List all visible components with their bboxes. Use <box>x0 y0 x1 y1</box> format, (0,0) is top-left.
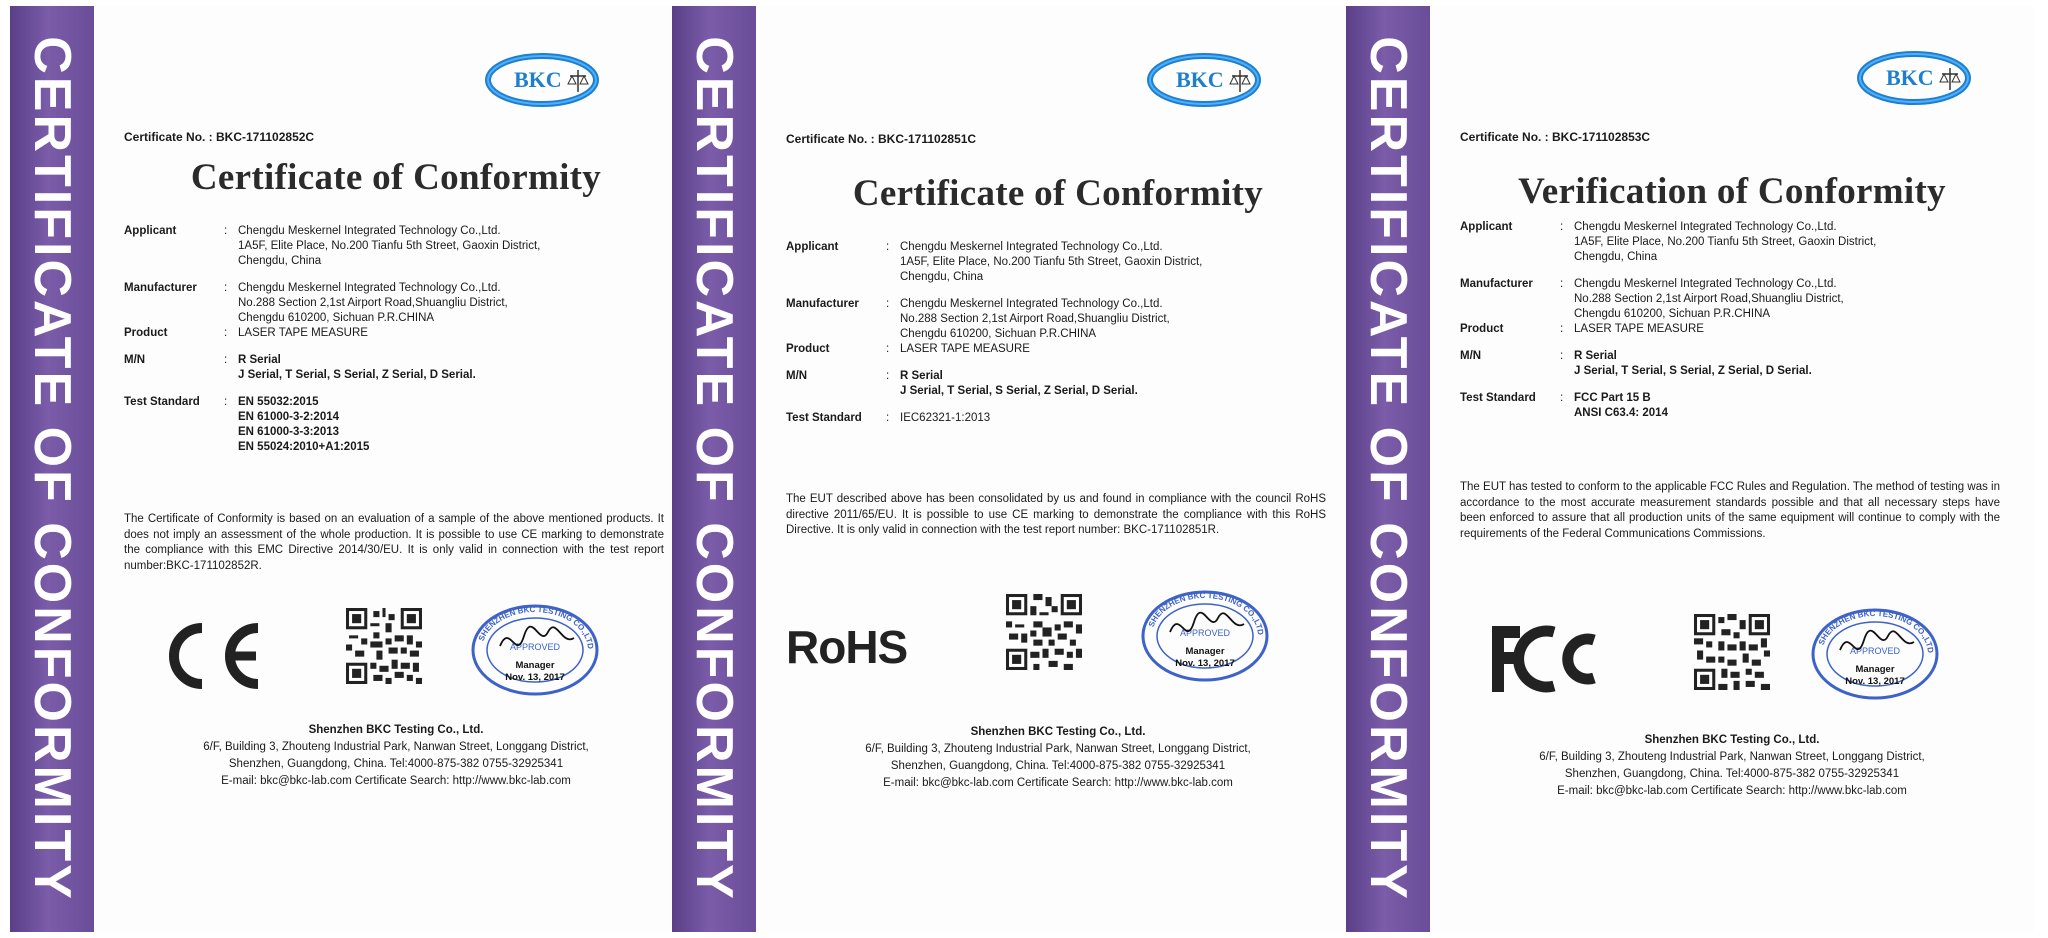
manufacturer-name: Chengdu Meskernel Integrated Technology Co.,Ltd. <box>1574 278 1837 290</box>
product-label: Product <box>1460 323 1504 335</box>
model-value-1: R Serial <box>900 370 943 382</box>
model-label: M/N <box>124 354 146 366</box>
standard-value-1: FCC Part 15 B <box>1574 392 1651 404</box>
issuer-address: 6/F, Building 3, Zhouteng Industrial Park, Nanwan Street, Longgang District, <box>203 741 589 753</box>
certificate-number: Certificate No. : BKC-171102852C <box>124 130 315 144</box>
standard-label: Test Standard <box>1460 392 1536 404</box>
applicant-label: Applicant <box>786 241 839 253</box>
standard-value-2: EN 61000-3-2:2014 <box>238 411 340 423</box>
issuer-phone: Shenzhen, Guangdong, China. Tel:4000-875-382 0755-32925341 <box>890 760 1226 772</box>
certificate-paper <box>1430 6 2034 932</box>
product-value: LASER TAPE MEASURE <box>900 343 1030 355</box>
svg-text:Nov. 13, 2017: Nov. 13, 2017 <box>1175 658 1235 669</box>
model-value-2: J Serial, T Serial, S Serial, Z Serial, D Serial. <box>900 385 1138 397</box>
qr-code-icon <box>1006 594 1082 670</box>
issuer-name: Shenzhen BKC Testing Co., Ltd. <box>1644 734 1820 746</box>
certificate-paper <box>94 6 698 932</box>
applicant-name: Chengdu Meskernel Integrated Technology Co.,Ltd. <box>900 241 1163 253</box>
issuer-phone: Shenzhen, Guangdong, China. Tel:4000-875-382 0755-32925341 <box>228 758 564 770</box>
issuer-address: 6/F, Building 3, Zhouteng Industrial Park, Nanwan Street, Longgang District, <box>1539 751 1925 763</box>
certificate-title: Certificate of Conformity <box>190 157 602 198</box>
standard-value-1: IEC62321-1:2013 <box>900 412 991 424</box>
applicant-label: Applicant <box>124 225 177 237</box>
applicant-row: Applicant : Chengdu Meskernel Integrated Technology Co.,Ltd. 1A5F, Elite Place, No.200 Tianfu 5th Street, Gaoxin District, Chengdu, China <box>1460 220 2020 265</box>
svg-text:Nov. 13, 2017: Nov. 13, 2017 <box>505 672 565 683</box>
manufacturer-address-2: Chengdu 610200, Sichuan P.R.CHINA <box>238 312 435 324</box>
svg-text:BKC: BKC <box>514 67 562 92</box>
model-label: M/N <box>786 370 808 382</box>
manufacturer-row: Manufacturer : Chengdu Meskernel Integrated Technology Co.,Ltd. No.288 Section 2,1st Airport Road,Shuangliu District, Chengdu 610200, Sichuan P.R.CHINA <box>786 297 1346 342</box>
issuer-contact: E-mail: bkc@bkc-lab.com Certificate Search: http://www.bkc-lab.com <box>883 777 1233 789</box>
standard-row: Test Standard : EN 55032:2015 EN 61000-3-2:2014 EN 61000-3-3:2013 EN 55024:2010+A1:2015 <box>124 395 684 455</box>
manufacturer-row: Manufacturer : Chengdu Meskernel Integrated Technology Co.,Ltd. No.288 Section 2,1st Airport Road,Shuangliu District, Chengdu 610200, Sichuan P.R.CHINA <box>124 281 684 326</box>
ce-mark-icon <box>152 616 272 696</box>
certificate-number: Certificate No. : BKC-171102851C <box>786 132 977 146</box>
manufacturer-address-2: Chengdu 610200, Sichuan P.R.CHINA <box>900 328 1097 340</box>
rohs-mark: RoHS <box>786 621 908 673</box>
certificate-rohs <box>672 6 1360 932</box>
svg-text:Manager: Manager <box>515 660 555 671</box>
applicant-label: Applicant <box>1460 221 1513 233</box>
bkc-logo <box>1146 48 1266 112</box>
manufacturer-row: Manufacturer : Chengdu Meskernel Integrated Technology Co.,Ltd. No.288 Section 2,1st Airport Road,Shuangliu District, Chengdu 610200, Sichuan P.R.CHINA <box>1460 277 2020 322</box>
approval-stamp <box>1810 606 1940 702</box>
side-band <box>672 6 756 932</box>
product-label: Product <box>786 343 830 355</box>
conformity-statement: The EUT has tested to conform to the applicable FCC Rules and Regulation. The method of testing was in accordance to the most accurate measurement standards possible and that all necessary steps have been enforced to assure that all production units of the same equipment will continue to comply with the requirements of the Federal Communications Commissions. <box>1460 481 2000 540</box>
certificate-fcc <box>1346 6 2034 932</box>
product-row: Product : LASER TAPE MEASURE <box>124 326 684 341</box>
conformity-statement: The Certificate of Conformity is based on an evaluation of a sample of the above mentioned products. It does not imply an assessment of the whole production. It is possible to use CE marking to demonstrate the compliance with this EMC Directive 2014/30/EU. It is only valid in connection with the test report number:BKC-171102852R. <box>124 513 664 572</box>
applicant-address-2: Chengdu, China <box>238 255 322 267</box>
issuer-name: Shenzhen BKC Testing Co., Ltd. <box>970 726 1146 738</box>
svg-text:SHENZHEN BKC TESTING CO.,LTD.: SHENZHEN BKC TESTING CO.,LTD <box>476 604 596 650</box>
manufacturer-address-1: No.288 Section 2,1st Airport Road,Shuangliu District, <box>1574 293 1844 305</box>
svg-text:APPROVED: APPROVED <box>509 642 561 652</box>
side-band-text: CERTIFICATE OF CONFORMITY <box>1359 36 1417 902</box>
product-row: Product : LASER TAPE MEASURE <box>786 342 1346 357</box>
certificate-title: Certificate of Conformity <box>852 173 1264 214</box>
product-label: Product <box>124 327 168 339</box>
standard-row: Test Standard : IEC62321-1:2013 <box>786 411 1346 426</box>
svg-text:APPROVED: APPROVED <box>1179 628 1231 638</box>
standard-value-3: EN 61000-3-3:2013 <box>238 426 340 438</box>
model-label: M/N <box>1460 350 1482 362</box>
fcc-mark-icon <box>1490 622 1610 696</box>
side-band-text: CERTIFICATE OF CONFORMITY <box>23 36 81 902</box>
applicant-address-2: Chengdu, China <box>1574 251 1658 263</box>
issuer-footer <box>756 724 1360 792</box>
manufacturer-name: Chengdu Meskernel Integrated Technology Co.,Ltd. <box>900 298 1163 310</box>
side-band <box>1346 6 1430 932</box>
conformity-statement: The EUT described above has been consolidated by us and found in compliance with the council RoHS directive 2011/65/EU. It is possible to use CE marking to demonstrate the compliance with this RoHS Directive. It is only valid in connection with the test report number: BKC-171102851R. <box>786 493 1326 536</box>
approval-stamp <box>470 602 600 698</box>
certificate-fields <box>124 224 684 455</box>
manufacturer-address-2: Chengdu 610200, Sichuan P.R.CHINA <box>1574 308 1771 320</box>
issuer-address: 6/F, Building 3, Zhouteng Industrial Park, Nanwan Street, Longgang District, <box>865 743 1251 755</box>
model-row: M/N : R Serial J Serial, T Serial, S Serial, Z Serial, D Serial. <box>786 369 1346 399</box>
svg-text:BKC: BKC <box>1176 67 1224 92</box>
product-row: Product : LASER TAPE MEASURE <box>1460 322 2020 337</box>
svg-text:SHENZHEN BKC TESTING CO.,LTD.: SHENZHEN BKC TESTING CO.,LTD <box>1146 590 1266 636</box>
applicant-address-1: 1A5F, Elite Place, No.200 Tianfu 5th Street, Gaoxin District, <box>1574 236 1877 248</box>
applicant-address-1: 1A5F, Elite Place, No.200 Tianfu 5th Street, Gaoxin District, <box>900 256 1203 268</box>
applicant-row: Applicant : Chengdu Meskernel Integrated Technology Co.,Ltd. 1A5F, Elite Place, No.200 Tianfu 5th Street, Gaoxin District, Chengdu, China <box>786 240 1346 285</box>
issuer-phone: Shenzhen, Guangdong, China. Tel:4000-875-382 0755-32925341 <box>1564 768 1900 780</box>
qr-code-icon <box>346 608 422 684</box>
manufacturer-label: Manufacturer <box>124 282 197 294</box>
standard-label: Test Standard <box>786 412 862 424</box>
manufacturer-address-1: No.288 Section 2,1st Airport Road,Shuangliu District, <box>900 313 1170 325</box>
applicant-address-2: Chengdu, China <box>900 271 984 283</box>
side-band-text: CERTIFICATE OF CONFORMITY <box>685 36 743 902</box>
issuer-contact: E-mail: bkc@bkc-lab.com Certificate Search: http://www.bkc-lab.com <box>221 775 571 787</box>
issuer-contact: E-mail: bkc@bkc-lab.com Certificate Search: http://www.bkc-lab.com <box>1557 785 1907 797</box>
standard-row: Test Standard : FCC Part 15 B ANSI C63.4: 2014 <box>1460 391 2020 421</box>
product-value: LASER TAPE MEASURE <box>1574 323 1704 335</box>
certificate-paper <box>756 6 1360 932</box>
bkc-logo <box>484 48 604 112</box>
model-value-2: J Serial, T Serial, S Serial, Z Serial, D Serial. <box>1574 365 1812 377</box>
manufacturer-name: Chengdu Meskernel Integrated Technology Co.,Ltd. <box>238 282 501 294</box>
applicant-name: Chengdu Meskernel Integrated Technology Co.,Ltd. <box>1574 221 1837 233</box>
model-value-1: R Serial <box>238 354 281 366</box>
model-value-1: R Serial <box>1574 350 1617 362</box>
approval-stamp <box>1140 588 1270 684</box>
manufacturer-label: Manufacturer <box>1460 278 1533 290</box>
svg-text:Nov. 13, 2017: Nov. 13, 2017 <box>1845 676 1905 687</box>
model-row: M/N : R Serial J Serial, T Serial, S Serial, Z Serial, D Serial. <box>124 353 684 383</box>
applicant-name: Chengdu Meskernel Integrated Technology Co.,Ltd. <box>238 225 501 237</box>
side-band <box>10 6 94 932</box>
certificate-number: Certificate No. : BKC-171102853C <box>1460 130 1651 144</box>
svg-text:APPROVED: APPROVED <box>1849 646 1901 656</box>
standard-label: Test Standard <box>124 396 200 408</box>
issuer-footer <box>1430 732 2034 800</box>
applicant-row: Applicant : Chengdu Meskernel Integrated Technology Co.,Ltd. 1A5F, Elite Place, No.200 Tianfu 5th Street, Gaoxin District, Chengdu, China <box>124 224 684 269</box>
manufacturer-address-1: No.288 Section 2,1st Airport Road,Shuangliu District, <box>238 297 508 309</box>
qr-code-icon <box>1694 614 1770 690</box>
standard-value-2: ANSI C63.4: 2014 <box>1574 407 1668 419</box>
product-value: LASER TAPE MEASURE <box>238 327 368 339</box>
issuer-name: Shenzhen BKC Testing Co., Ltd. <box>308 724 484 736</box>
model-row: M/N : R Serial J Serial, T Serial, S Serial, Z Serial, D Serial. <box>1460 349 2020 379</box>
svg-text:Manager: Manager <box>1855 664 1895 675</box>
svg-text:SHENZHEN BKC TESTING CO.,LTD.: SHENZHEN BKC TESTING CO.,LTD <box>1816 608 1936 654</box>
standard-value-4: EN 55024:2010+A1:2015 <box>238 441 370 453</box>
manufacturer-label: Manufacturer <box>786 298 859 310</box>
issuer-footer <box>94 722 698 790</box>
certificate-ce <box>10 6 698 932</box>
svg-text:BKC: BKC <box>1886 65 1934 90</box>
certificate-fields <box>786 240 1346 426</box>
certificate-fields <box>1460 220 2020 421</box>
standard-value-1: EN 55032:2015 <box>238 396 319 408</box>
svg-text:Manager: Manager <box>1185 646 1225 657</box>
applicant-address-1: 1A5F, Elite Place, No.200 Tianfu 5th Street, Gaoxin District, <box>238 240 541 252</box>
model-value-2: J Serial, T Serial, S Serial, Z Serial, D Serial. <box>238 369 476 381</box>
certificate-title: Verification of Conformity <box>1518 171 1946 212</box>
bkc-logo <box>1856 46 1976 110</box>
